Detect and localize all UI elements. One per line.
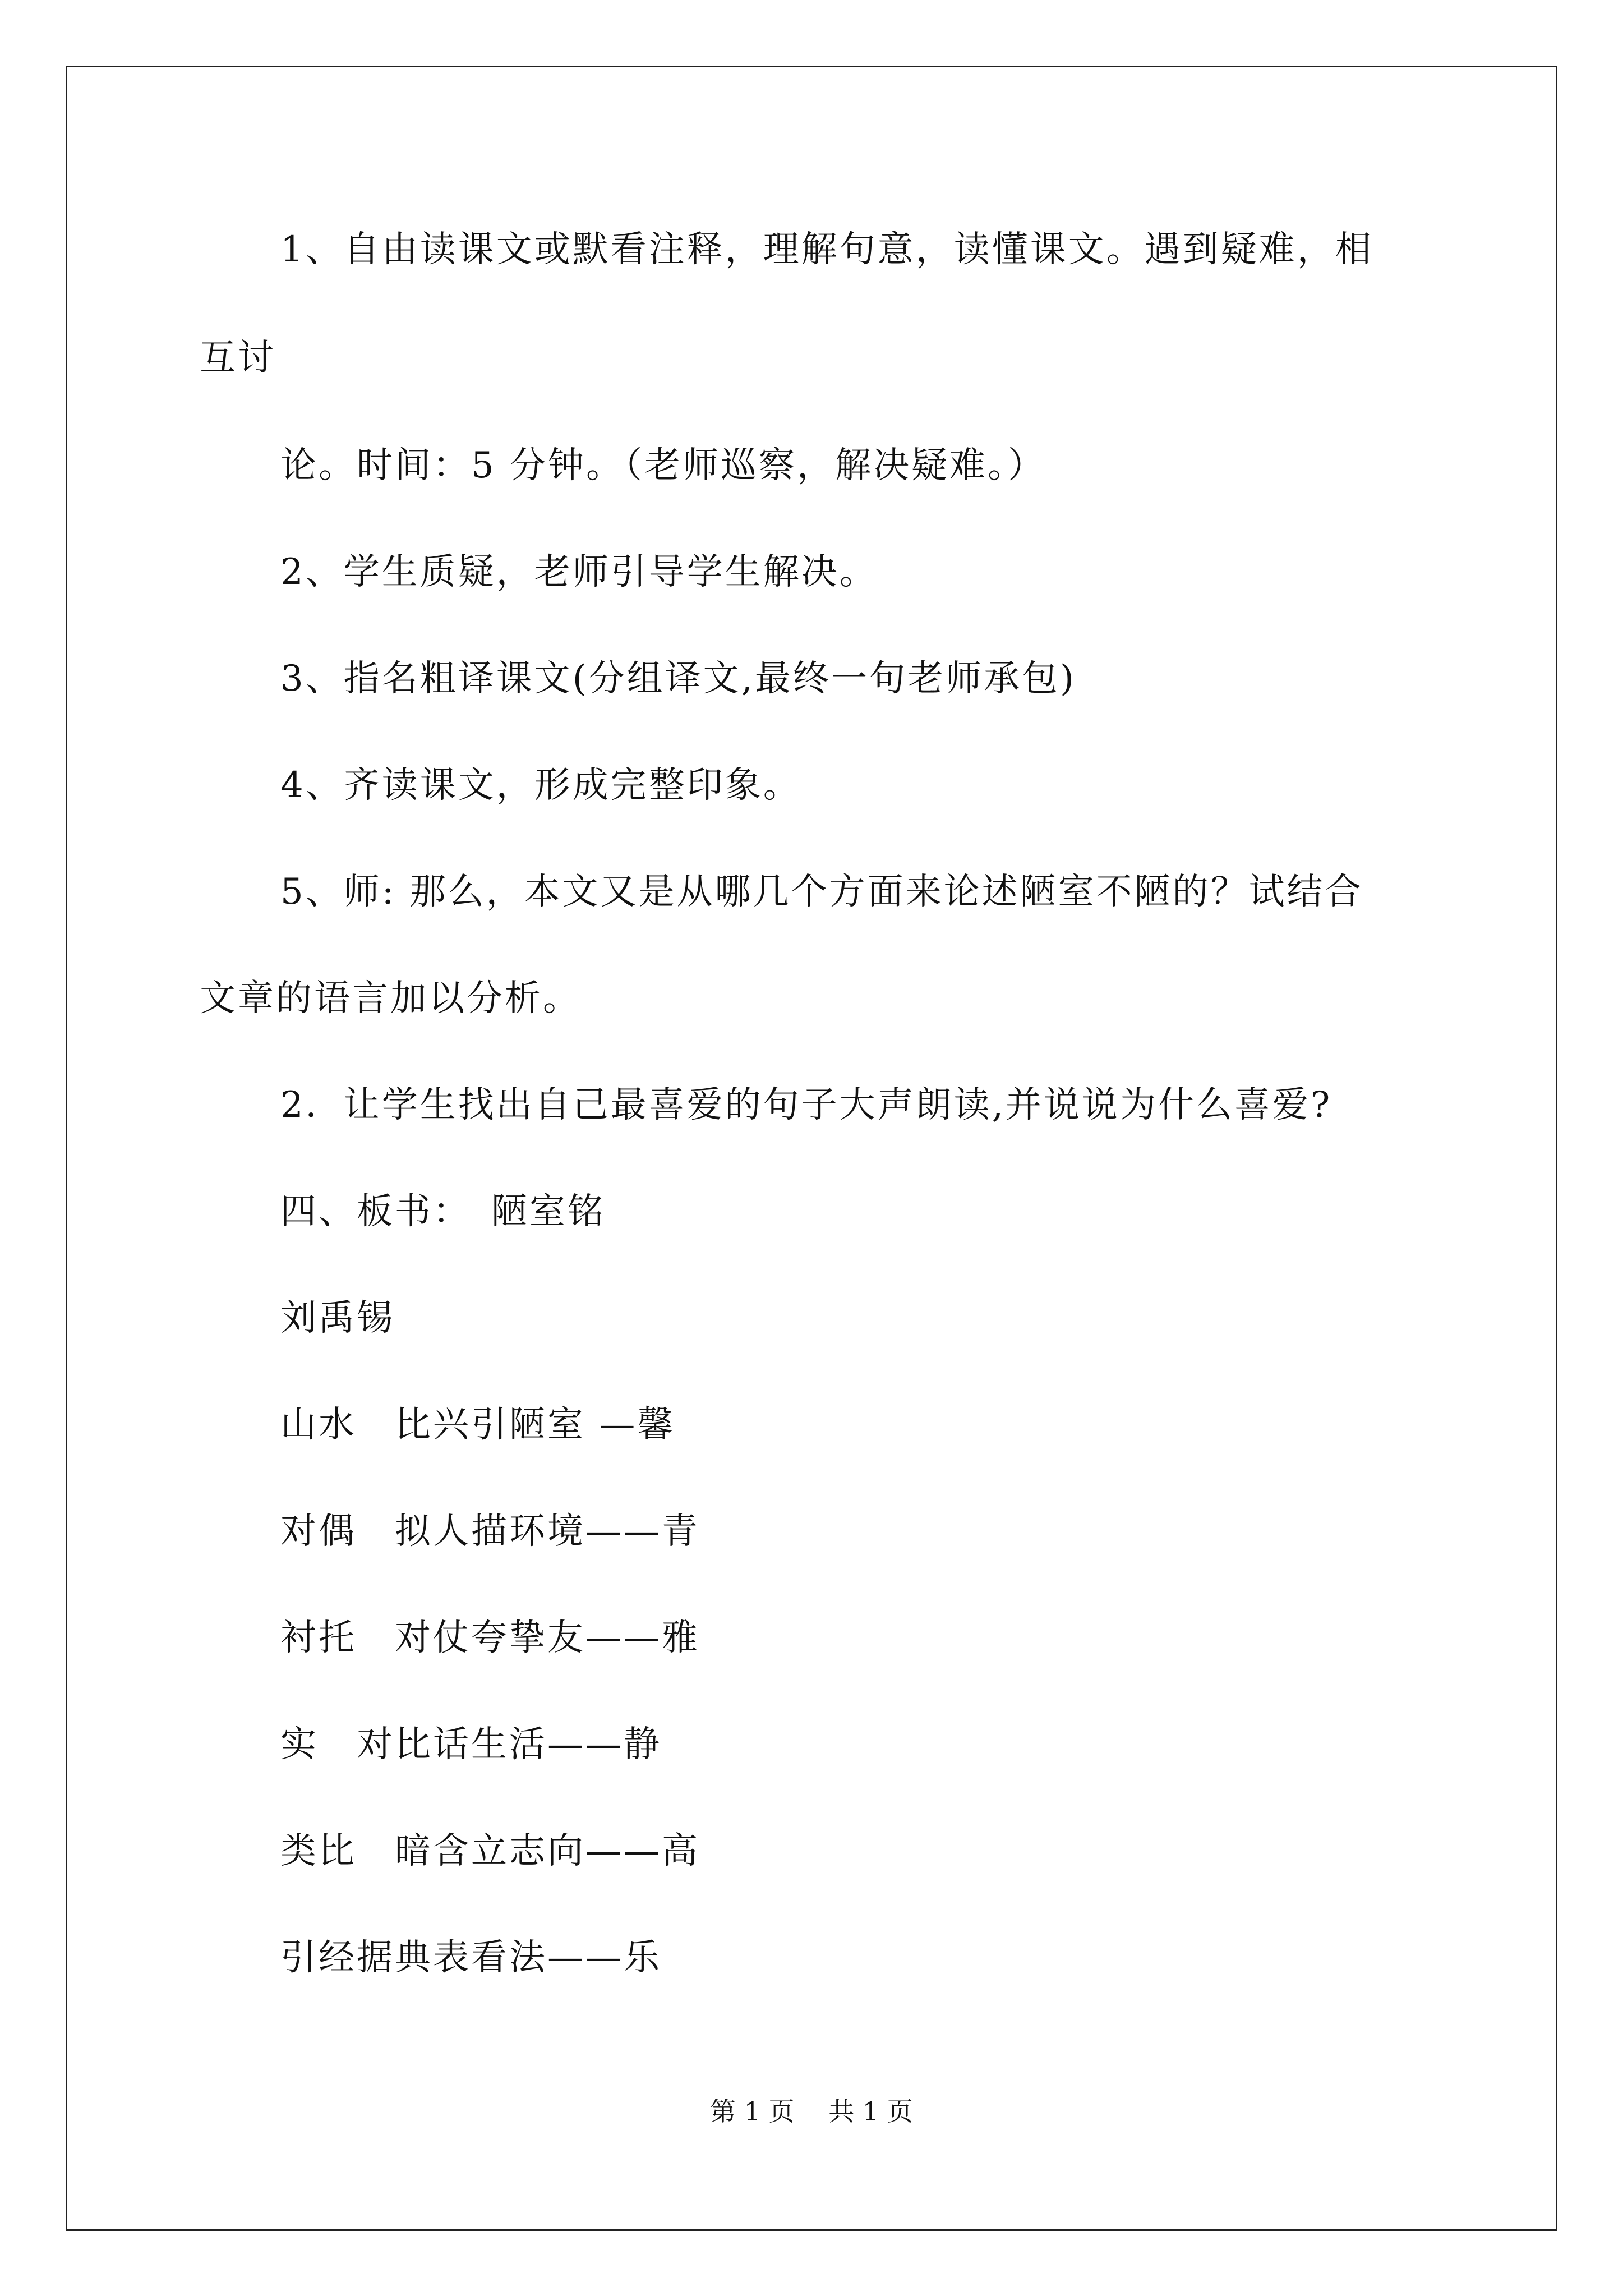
paragraph-line-6: 4、齐读课文，形成完整印象。 [280, 765, 801, 806]
paragraph-line-8: 文章的语言加以分析。 [200, 978, 581, 1019]
blackboard-row-5: 类比 暗含立志向——高 [280, 1830, 700, 1872]
author-name: 刘禹锡 [280, 1297, 395, 1339]
paragraph-line-2: 互讨 [200, 337, 276, 379]
blackboard-row-6: 引经据典表看法——乐 [280, 1937, 662, 1978]
paragraph-line-7: 5、师: 那么，本文又是从哪几个方面来论述陋室不陋的？试结合 [280, 871, 1363, 913]
paragraph-line-9: 2．让学生找出自己最喜爱的句子大声朗读,并说说为什么喜爱? [280, 1084, 1332, 1126]
page-footer: 第 1 页 共 1 页 [710, 2096, 913, 2127]
paragraph-line-5: 3、指名粗译课文(分组译文,最终一句老师承包) [280, 658, 1076, 700]
blackboard-row-4: 实 对比话生活——静 [280, 1724, 662, 1765]
blackboard-row-1: 山水 比兴引陋室 —馨 [280, 1404, 676, 1446]
paragraph-line-3: 论。时间：5 分钟。（老师巡察，解决疑难。） [280, 445, 1046, 486]
page-border [66, 66, 1557, 2231]
paragraph-line-1: 1、自由读课文或默看注释，理解句意，读懂课文。遇到疑难，相 [280, 229, 1373, 270]
blackboard-title: 四、板书： 陋室铭 [280, 1191, 606, 1232]
paragraph-line-4: 2、学生质疑，老师引导学生解决。 [280, 551, 878, 593]
blackboard-row-3: 衬托 对仗夸挚友——雅 [280, 1617, 700, 1659]
blackboard-row-2: 对偶 拟人描环境——青 [280, 1511, 700, 1552]
